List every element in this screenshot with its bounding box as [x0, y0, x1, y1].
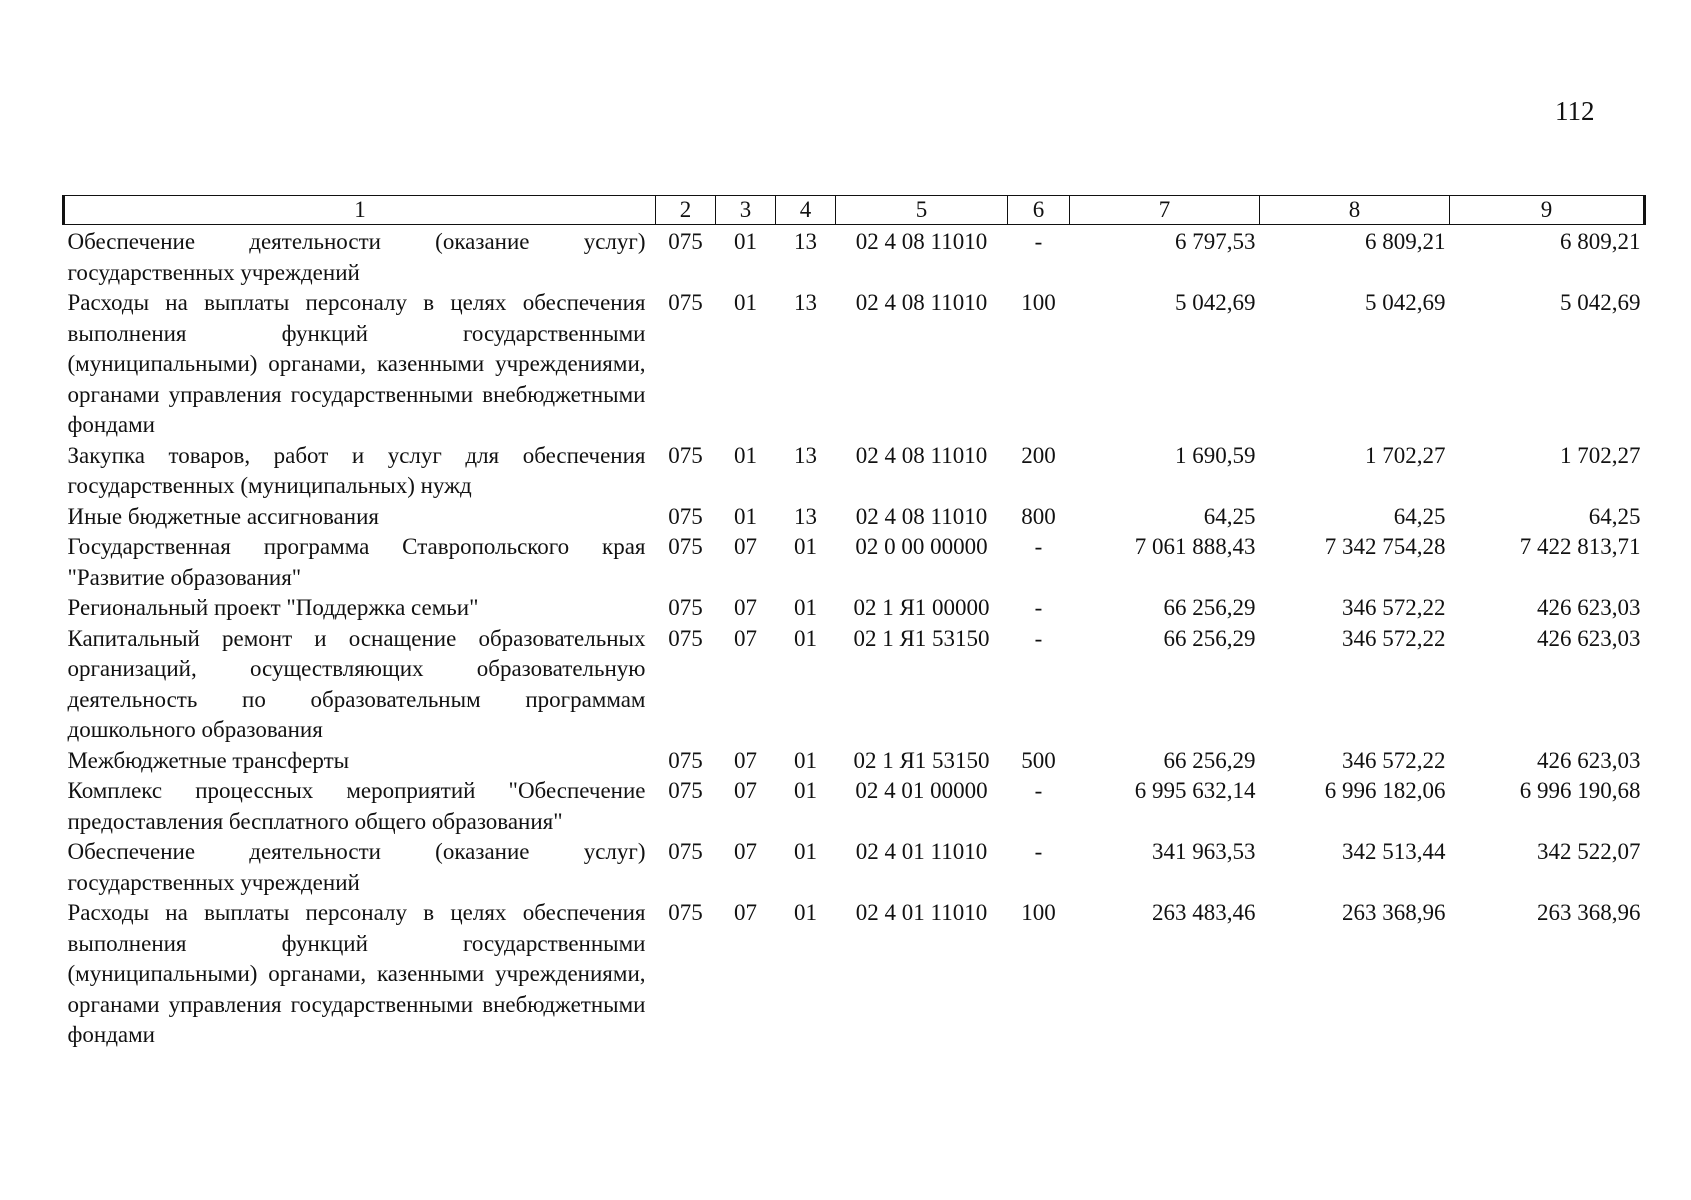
row-col-8: 6 809,21: [1365, 229, 1446, 254]
header-col-3: 3: [716, 196, 776, 225]
table-row: [64, 502, 1645, 533]
row-col-3: 07: [734, 595, 757, 620]
row-name: Закупка товаров, работ и услуг для обеспечения государственных (муниципальных) нужд: [67, 442, 646, 498]
table-row: [64, 532, 1645, 593]
row-col-4: 01: [794, 778, 817, 803]
row-name: Государственная программа Ставропольского края "Развитие образования": [67, 534, 646, 590]
row-col-6: 500: [1021, 747, 1056, 773]
row-col-8: 342 513,44: [1342, 839, 1446, 864]
table-body: [64, 225, 1645, 1051]
table-row: [64, 776, 1645, 837]
row-name: Расходы на выплаты персоналу в целях обеспечения выполнения функций государственными (муниципальными) органами, казенными учреждениями, органами управления государственными внебюджетными фондами: [67, 900, 646, 1047]
row-col-5: 02 1 Я1 53150: [853, 747, 990, 773]
table-row: [64, 441, 1645, 502]
row-col-5: 02 4 08 11010: [855, 442, 988, 468]
table-row: [64, 288, 1645, 441]
row-col-4: 01: [794, 900, 817, 925]
header-col-5: 5: [836, 196, 1008, 225]
table-row: [64, 225, 1645, 289]
row-col-8: 346 572,22: [1342, 747, 1446, 773]
row-col-8: 6 996 182,06: [1324, 778, 1446, 803]
row-name: Иные бюджетные ассигнования: [67, 503, 379, 529]
row-col-8: 346 572,22: [1342, 625, 1446, 651]
row-col-2: 075: [668, 747, 703, 773]
row-col-2: 075: [668, 442, 703, 468]
row-col-4: 13: [794, 442, 817, 468]
header-col-9: 9: [1450, 196, 1645, 225]
row-col-8: 1 702,27: [1365, 442, 1446, 468]
row-col-7: 5 042,69: [1175, 290, 1256, 315]
header-row: [64, 196, 1645, 225]
row-col-8: 64,25: [1393, 503, 1446, 529]
row-col-4: 01: [794, 595, 817, 620]
row-col-7: 6 797,53: [1175, 229, 1256, 254]
row-col-6: -: [1034, 839, 1043, 864]
row-name: Межбюджетные трансферты: [67, 747, 350, 773]
row-col-3: 07: [734, 778, 757, 803]
row-col-9: 64,25: [1588, 503, 1641, 529]
row-col-6: 100: [1021, 290, 1056, 315]
row-col-4: 01: [794, 534, 817, 559]
row-col-7: 66 256,29: [1163, 595, 1256, 620]
row-col-2: 075: [668, 625, 703, 651]
row-col-6: -: [1034, 778, 1043, 803]
row-col-3: 07: [734, 534, 757, 559]
row-col-5: 02 4 08 11010: [855, 229, 988, 254]
row-col-8: 346 572,22: [1342, 595, 1446, 620]
row-col-2: 075: [668, 503, 703, 529]
budget-table: [62, 195, 1646, 1051]
row-col-9: 6 996 190,68: [1519, 778, 1641, 803]
row-col-3: 07: [734, 625, 757, 651]
table-header: [64, 196, 1645, 225]
page-number: 112: [1555, 96, 1595, 126]
row-col-6: -: [1034, 534, 1043, 559]
row-col-9: 426 623,03: [1537, 595, 1641, 620]
row-col-7: 341 963,53: [1152, 839, 1256, 864]
header-col-4: 4: [776, 196, 836, 225]
row-col-5: 02 4 01 11010: [855, 839, 988, 864]
row-name: Обеспечение деятельности (оказание услуг) государственных учреждений: [67, 839, 646, 895]
row-col-3: 07: [734, 747, 757, 773]
row-col-5: 02 4 01 11010: [855, 900, 988, 925]
row-name: Обеспечение деятельности (оказание услуг) государственных учреждений: [67, 229, 646, 285]
header-col-6: 6: [1008, 196, 1070, 225]
row-col-2: 075: [668, 534, 703, 559]
row-col-8: 263 368,96: [1342, 900, 1446, 925]
row-col-5: 02 1 Я1 53150: [853, 625, 990, 651]
row-col-5: 02 0 00 00000: [855, 534, 988, 559]
row-col-2: 075: [668, 778, 703, 803]
table-row: [64, 898, 1645, 1051]
row-col-7: 64,25: [1203, 503, 1256, 529]
row-col-4: 13: [794, 503, 817, 529]
row-col-6: 800: [1021, 503, 1056, 529]
row-col-3: 01: [734, 503, 757, 529]
header-col-8: 8: [1260, 196, 1450, 225]
row-name: Комплекс процессных мероприятий "Обеспечение предоставления бесплатного общего образования": [67, 778, 646, 834]
row-col-9: 263 368,96: [1537, 900, 1641, 925]
row-col-9: 426 623,03: [1537, 625, 1641, 651]
table-row: [64, 624, 1645, 746]
row-col-9: 1 702,27: [1560, 442, 1641, 468]
header-col-2: 2: [656, 196, 716, 225]
row-col-3: 01: [734, 229, 757, 254]
row-col-5: 02 1 Я1 00000: [853, 595, 990, 620]
row-col-7: 7 061 888,43: [1134, 534, 1256, 559]
row-col-8: 5 042,69: [1365, 290, 1446, 315]
row-col-3: 01: [734, 442, 757, 468]
row-col-4: 01: [794, 625, 817, 651]
row-col-3: 07: [734, 900, 757, 925]
header-col-7: 7: [1070, 196, 1260, 225]
table-row: [64, 837, 1645, 898]
row-col-5: 02 4 01 00000: [855, 778, 988, 803]
row-col-9: 6 809,21: [1560, 229, 1641, 254]
table-row: [64, 593, 1645, 624]
row-col-2: 075: [668, 290, 703, 315]
row-col-7: 263 483,46: [1152, 900, 1256, 925]
row-col-8: 7 342 754,28: [1324, 534, 1446, 559]
row-col-7: 6 995 632,14: [1134, 778, 1256, 803]
row-col-7: 66 256,29: [1163, 625, 1256, 651]
row-col-5: 02 4 08 11010: [855, 503, 988, 529]
row-col-9: 5 042,69: [1560, 290, 1641, 315]
row-col-4: 13: [794, 229, 817, 254]
table-row: [64, 746, 1645, 777]
row-col-9: 426 623,03: [1537, 747, 1641, 773]
row-col-9: 342 522,07: [1537, 839, 1641, 864]
row-col-6: 200: [1021, 442, 1056, 468]
row-name: Региональный проект "Поддержка семьи": [67, 595, 479, 620]
row-col-3: 07: [734, 839, 757, 864]
row-col-4: 01: [794, 839, 817, 864]
row-col-4: 01: [794, 747, 817, 773]
row-col-7: 1 690,59: [1175, 442, 1256, 468]
row-col-9: 7 422 813,71: [1519, 534, 1641, 559]
header-col-1: 1: [64, 196, 656, 225]
row-col-7: 66 256,29: [1163, 747, 1256, 773]
row-col-4: 13: [794, 290, 817, 315]
row-col-2: 075: [668, 900, 703, 925]
row-col-2: 075: [668, 839, 703, 864]
row-col-6: -: [1034, 229, 1043, 254]
row-name: Капитальный ремонт и оснащение образовательных организаций, осуществляющих образовательную деятельность по образовательным программам дошкольного образования: [67, 625, 646, 742]
row-col-5: 02 4 08 11010: [855, 290, 988, 315]
row-col-6: -: [1034, 595, 1043, 620]
row-col-6: 100: [1021, 900, 1056, 925]
row-col-3: 01: [734, 290, 757, 315]
row-col-6: -: [1034, 625, 1043, 651]
row-col-2: 075: [668, 595, 703, 620]
row-name: Расходы на выплаты персоналу в целях обеспечения выполнения функций государственными (муниципальными) органами, казенными учреждениями, органами управления государственными внебюджетными фондами: [67, 290, 646, 437]
row-col-2: 075: [668, 229, 703, 254]
